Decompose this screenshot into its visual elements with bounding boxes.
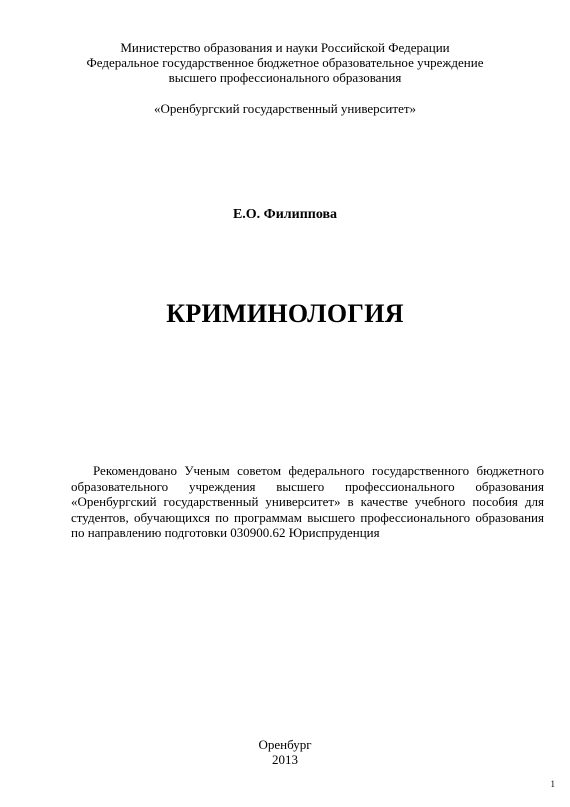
institution-type-line: Федеральное государственное бюджетное образовательное учреждение: [86, 55, 484, 70]
recommendation-paragraph: Рекомендовано Ученым советом федерального государственного бюджетного образовательного учреждения высшего профессионального образования «Оренбургский государственный университет» в качестве учебного пособия для студентов, обучающихся по программам высшего профессионального образования по направлению подготовки 030900.62 Юриспруденция: [71, 463, 544, 541]
author-name: Е.О. Филиппова: [232, 207, 338, 222]
document-title: КРИМИНОЛОГИЯ: [166, 299, 404, 328]
university-name: «Оренбургский государственный университет»: [153, 101, 417, 116]
publication-year: 2013: [272, 752, 298, 767]
page-number: 1: [550, 779, 555, 789]
education-level-line: высшего профессионального образования: [168, 70, 402, 85]
publication-footer: [0, 737, 570, 767]
ministry-header: [0, 40, 570, 85]
publication-city: Оренбург: [258, 737, 312, 752]
ministry-line: Министерство образования и науки Российской Федерации: [120, 40, 450, 55]
